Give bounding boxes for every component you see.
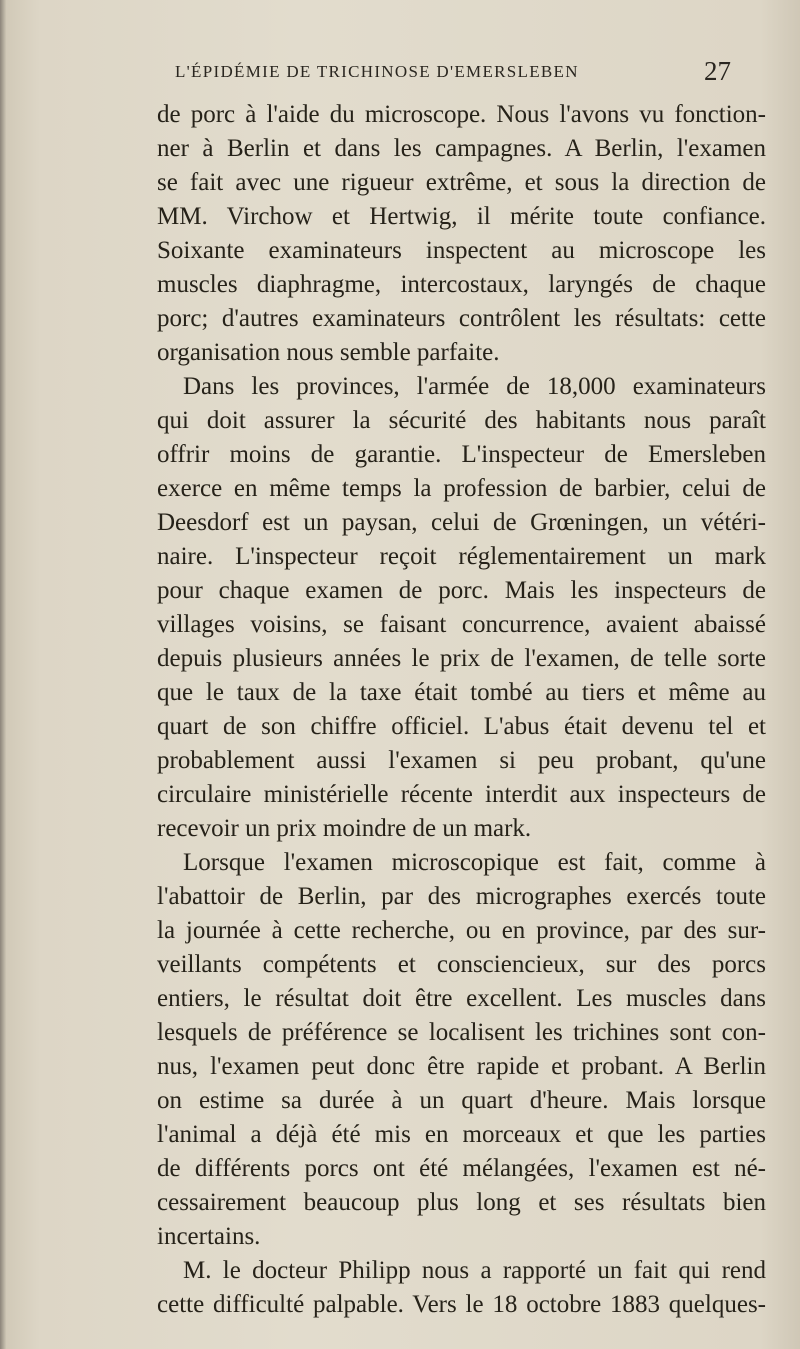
text-line: que le taux de la taxe était tombé au tiers et même au bbox=[157, 679, 766, 706]
text-line: nus, l'examen peut donc être rapide et probant. A Berlin bbox=[157, 1053, 766, 1080]
text-line: incertains. bbox=[157, 1223, 261, 1250]
text-line: de différents porcs ont été mélangées, l'examen est né- bbox=[157, 1155, 766, 1182]
text-line: circulaire ministérielle récente interdit aux inspecteurs de bbox=[157, 781, 766, 808]
text-line: MM. Virchow et Hertwig, il mérite toute confiance. bbox=[157, 203, 766, 230]
text-line: Soixante examinateurs inspectent au microscope les bbox=[157, 237, 766, 264]
text-line: recevoir un prix moindre de un mark. bbox=[157, 815, 532, 842]
text-line: Deesdorf est un paysan, celui de Grœningen, un vétéri- bbox=[157, 509, 766, 536]
page-gutter-shadow bbox=[0, 0, 6, 1349]
text-line: l'animal a déjà été mis en morceaux et que les parties bbox=[157, 1121, 766, 1148]
page-number: 27 bbox=[704, 56, 731, 86]
text-line: qui doit assurer la sécurité des habitants nous paraît bbox=[157, 407, 766, 434]
text-line: pour chaque examen de porc. Mais les inspecteurs de bbox=[157, 577, 766, 604]
text-line: depuis plusieurs années le prix de l'examen, de telle sorte bbox=[157, 645, 766, 672]
text-line: exerce en même temps la profession de barbier, celui de bbox=[157, 475, 766, 502]
text-line: Dans les provinces, l'armée de 18,000 examinateurs bbox=[183, 373, 766, 400]
text-line: offrir moins de garantie. L'inspecteur de Emersleben bbox=[157, 441, 766, 468]
text-line: cessairement beaucoup plus long et ses résultats bien bbox=[157, 1189, 766, 1216]
text-line: porc; d'autres examinateurs contrôlent les résultats: cette bbox=[157, 305, 766, 332]
text-line: de porc à l'aide du microscope. Nous l'avons vu fonction- bbox=[157, 101, 766, 128]
text-line: lesquels de préférence se localisent les trichines sont con- bbox=[157, 1019, 766, 1046]
text-line: quart de son chiffre officiel. L'abus était devenu tel et bbox=[157, 713, 766, 740]
running-head bbox=[0, 58, 800, 90]
text-line: ner à Berlin et dans les campagnes. A Berlin, l'examen bbox=[157, 135, 766, 162]
text-line: la journée à cette recherche, ou en province, par des sur- bbox=[157, 917, 766, 944]
text-line: muscles diaphragme, intercostaux, laryngés de chaque bbox=[157, 271, 766, 298]
text-line: organisation nous semble parfaite. bbox=[157, 339, 500, 366]
text-line: Lorsque l'examen microscopique est fait, comme à bbox=[183, 849, 766, 876]
text-line: l'abattoir de Berlin, par des micrographes exercés toute bbox=[157, 883, 766, 910]
text-line: M. le docteur Philipp nous a rapporté un fait qui rend bbox=[183, 1257, 766, 1284]
text-line: villages voisins, se faisant concurrence, avaient abaissé bbox=[157, 611, 766, 638]
text-line: entiers, le résultat doit être excellent. Les muscles dans bbox=[157, 985, 766, 1012]
text-line: on estime sa durée à un quart d'heure. Mais lorsque bbox=[157, 1087, 766, 1114]
text-line: naire. L'inspecteur reçoit réglementairement un mark bbox=[157, 543, 766, 570]
running-title: L'ÉPIDÉMIE DE TRICHINOSE D'EMERSLEBEN bbox=[175, 62, 579, 81]
text-line: probablement aussi l'examen si peu probant, qu'une bbox=[157, 747, 766, 774]
text-line: se fait avec une rigueur extrême, et sous la direction de bbox=[157, 169, 766, 196]
text-line: veillants compétents et consciencieux, sur des porcs bbox=[157, 951, 766, 978]
text-line: cette difficulté palpable. Vers le 18 octobre 1883 quelques- bbox=[157, 1291, 766, 1318]
